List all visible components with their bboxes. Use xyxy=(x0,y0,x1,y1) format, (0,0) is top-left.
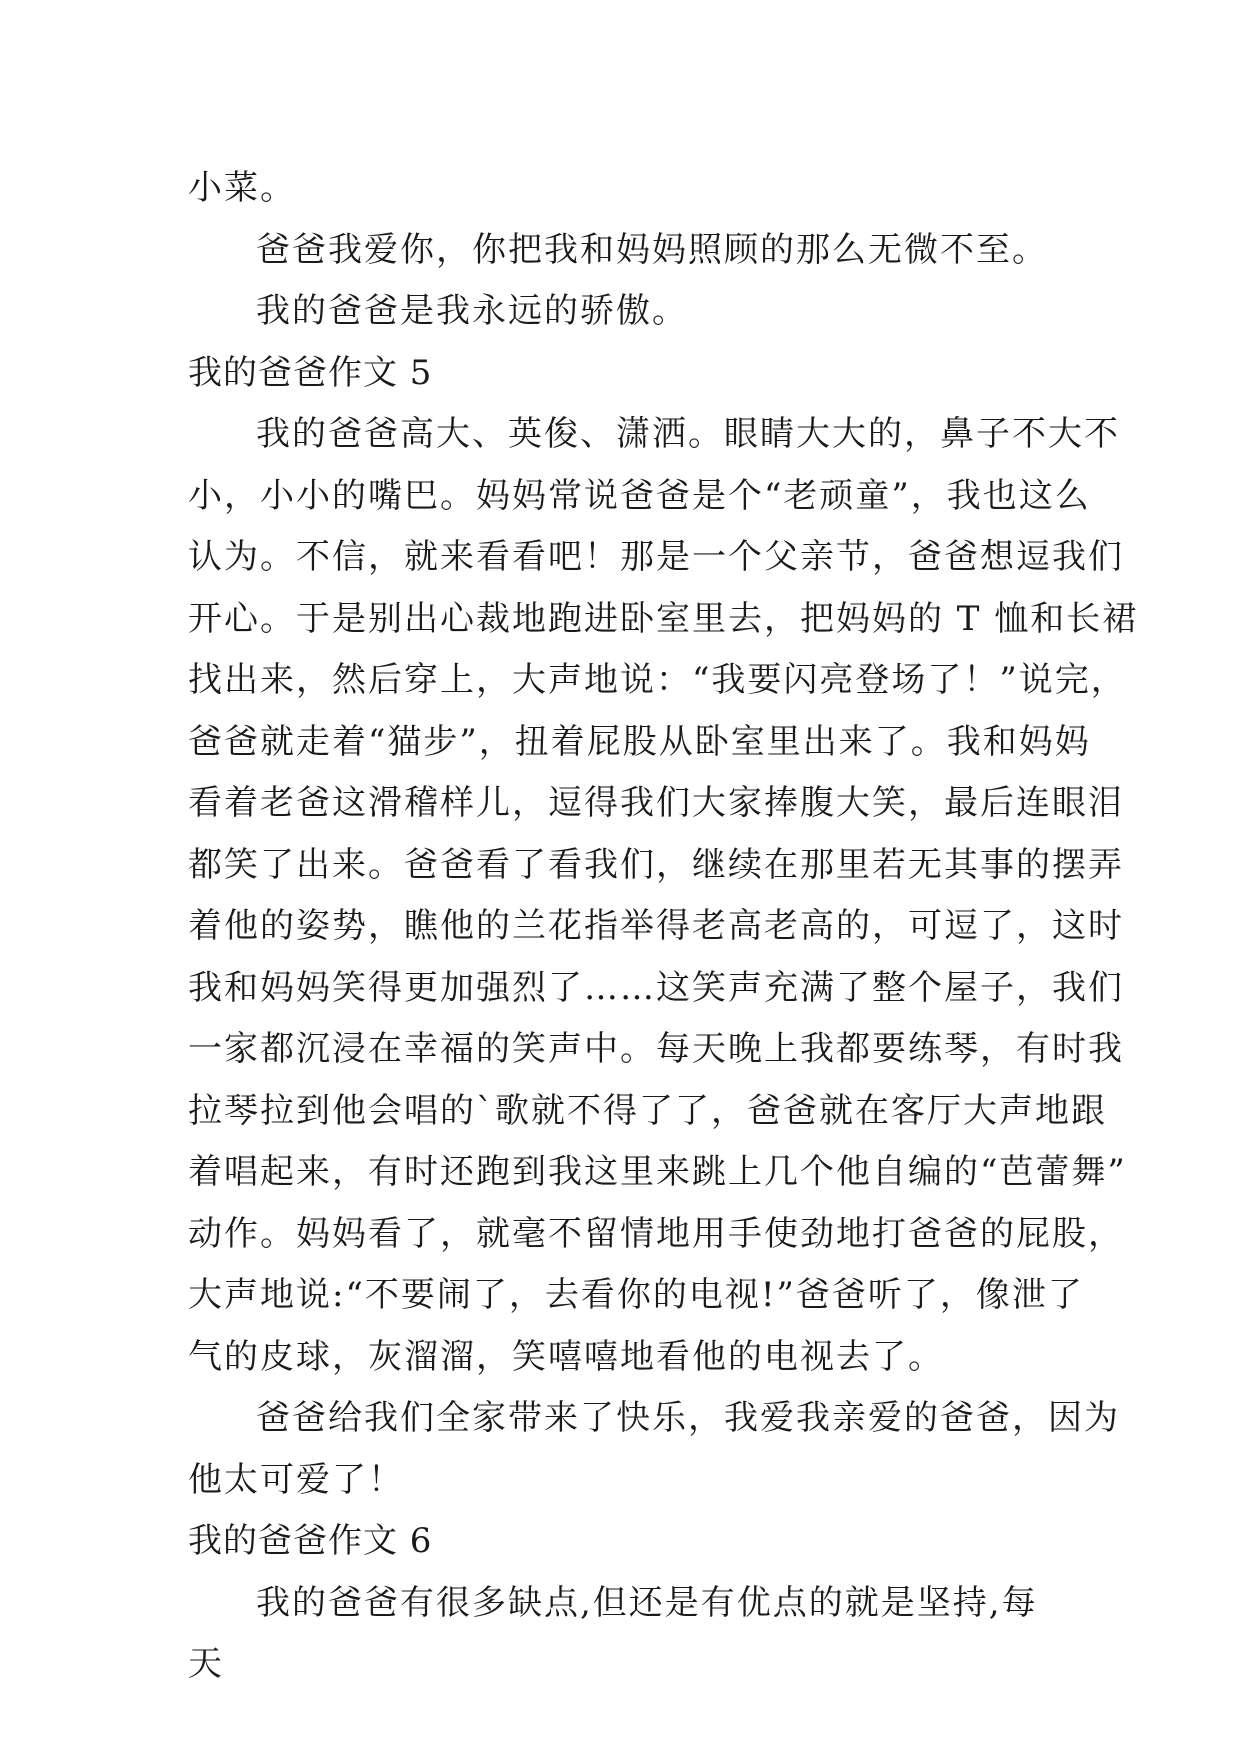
essay-heading-6: 我的爸爸作文 6 xyxy=(188,1521,433,1561)
essay-6-paragraph: 我的爸爸有很多缺点,但还是有优点的就是坚持,每天 xyxy=(188,1582,1038,1684)
essay-5-closing-line: 爸爸给我们全家带来了快乐，我爱我亲爱的爸爸，因为 xyxy=(256,1398,1120,1438)
essay-5-line: 着他的姿势，瞧他的兰花指举得老高老高的，可逗了，这时 xyxy=(188,906,1124,946)
continuation-text: 小菜。 xyxy=(188,168,296,208)
essay-5-line: 开心。于是别出心裁地跑进卧室里去，把妈妈的 T 恤和长裙 xyxy=(188,598,1139,639)
essay-5-closing-paragraph xyxy=(188,1388,1120,1511)
essay-5-line: 找出来，然后穿上，大声地说：“我要闪亮登场了！”说完， xyxy=(188,660,1127,700)
essay-5-line: 大声地说:“不要闹了，去看你的电视!”爸爸听了，像泄了 xyxy=(188,1275,1084,1315)
essay-heading-5: 我的爸爸作文 5 xyxy=(188,352,433,393)
essay-5-line: 气的皮球，灰溜溜，笑嘻嘻地看他的电视去了。 xyxy=(188,1336,944,1377)
essay-5-line: 一家都沉浸在幸福的笑声中。每天晚上我都要练琴，有时我 xyxy=(188,1029,1124,1069)
essay-5-line: 我的爸爸高大、英俊、潇洒。眼睛大大的，鼻子不大不 xyxy=(256,414,1120,454)
paragraph-pride: 我的爸爸是我永远的骄傲。 xyxy=(256,291,688,331)
essay-5-paragraph xyxy=(188,404,1139,1388)
document-body xyxy=(188,158,1139,1696)
essay-5-line: 看着老爸这滑稽样儿，逗得我们大家捧腹大笑，最后连眼泪 xyxy=(188,783,1124,823)
essay-5-line: 小，小小的嘴巴。妈妈常说爸爸是个“老顽童”，我也这么 xyxy=(188,475,1091,516)
paragraph-love-dad: 爸爸我爱你，你把我和妈妈照顾的那么无微不至。 xyxy=(256,229,1048,270)
essay-5-closing-line: 他太可爱了！ xyxy=(188,1459,404,1500)
essay-5-line: 认为。不信，就来看看吧！那是一个父亲节，爸爸想逗我们 xyxy=(188,537,1124,577)
essay-5-line: 拉琴拉到他会唱的`歌就不得了了，爸爸就在客厅大声地跟 xyxy=(188,1090,1107,1131)
essay-5-line: 我和妈妈笑得更加强烈了……这笑声充满了整个屋子，我们 xyxy=(188,967,1124,1008)
essay-5-line: 着唱起来，有时还跑到我这里来跳上几个他自编的“芭蕾舞” xyxy=(188,1152,1127,1192)
essay-5-line: 爸爸就走着“猫步”，扭着屁股从卧室里出来了。我和妈妈 xyxy=(188,721,1091,762)
essay-5-line: 都笑了出来。爸爸看了看我们，继续在那里若无其事的摆弄 xyxy=(188,844,1124,885)
essay-5-line: 动作。妈妈看了，就毫不留情地用手使劲地打爸爸的屁股， xyxy=(188,1213,1124,1254)
